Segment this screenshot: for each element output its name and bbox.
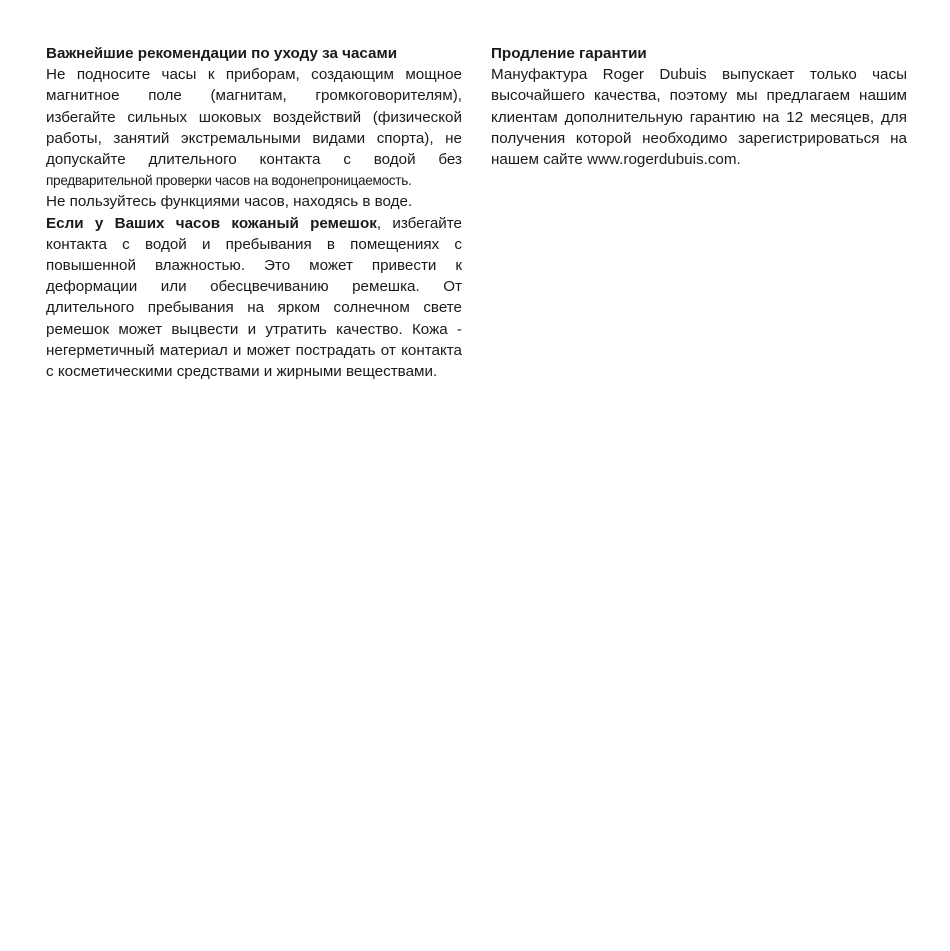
care-line: Не подносите часы к приборам, создающим мощное	[46, 66, 462, 84]
leather-strap-lead: Если у Ваших часов кожаный ремешок	[46, 214, 377, 232]
care-line-small: предварительной проверки часов на водонепроницаемость.	[46, 173, 412, 189]
care-line-last: Не пользуйтесь функциями часов, находясь в воде.	[46, 193, 413, 211]
warranty-section	[491, 43, 907, 170]
care-line: работы, занятий экстремальными видами спорта), не	[46, 129, 462, 147]
care-paragraph	[46, 64, 462, 212]
warranty-heading: Продление гарантии	[491, 45, 647, 62]
warranty-text: Мануфактура Roger Dubuis выпускает только часы высочайшего качества, поэтому мы предлагаем нашим клиентам дополнительную гарантию на 12 месяцев, для получения которой необходимо зарегистрироваться на нашем сайте www.rogerdubuis.com.	[491, 66, 907, 169]
leather-strap-paragraph	[46, 213, 462, 383]
care-line: допускайте длительного контакта с водой без	[46, 151, 462, 169]
leather-strap-text: , избегайте контакта с водой и пребывания в помещениях с повышенной влажностью. Это может привести к деформации или обесцвечиванию ремешка. От длительного пребывания на ярком солнечном свете ремешок может выцвести и утратить качество. Кожа - негерметичный материал и может пострадать от контакта с косметическими средствами и жирными веществами.	[46, 214, 462, 381]
care-recommendations-section	[46, 43, 462, 382]
care-line: избегайте сильных шоковых воздействий (физической	[46, 108, 462, 126]
care-recommendations-heading: Важнейшие рекомендации по уходу за часами	[46, 45, 398, 62]
care-line: магнитное поле (магнитам, громкоговорителям),	[46, 87, 462, 105]
